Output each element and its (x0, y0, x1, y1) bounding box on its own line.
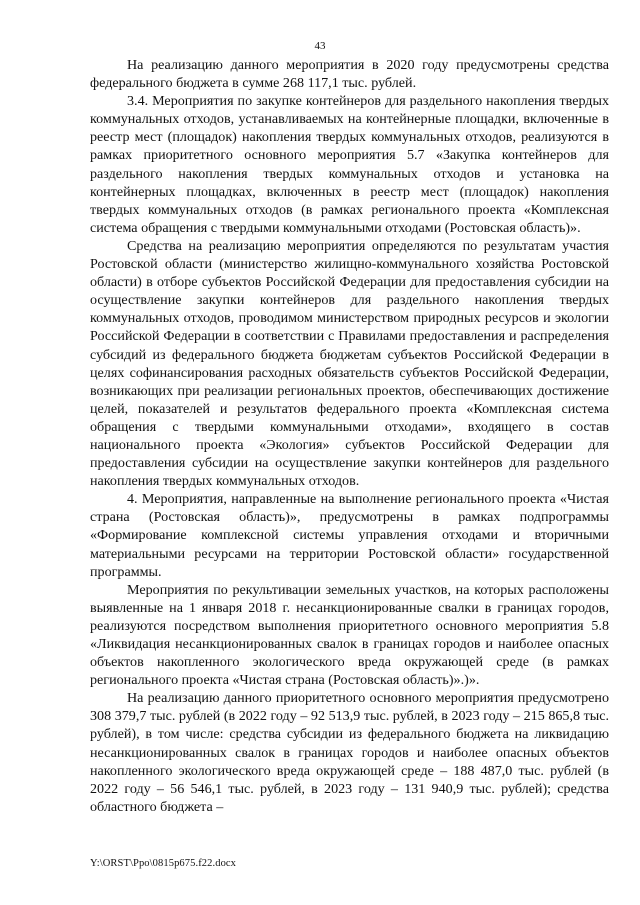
document-body (90, 56, 609, 816)
footer-file-path: Y:\ORST\Ppo\0815p675.f22.docx (90, 858, 237, 869)
page-number: 43 (314, 40, 326, 52)
paragraph-funding-selection: Средства на реализацию мероприятия определяются по результатам участия Ростовской области (министерство жилищно-коммунального хозяйства Ростовской области) в отборе субъектов Российской Федерации для предоставления субсидии на осуществление закупки контейнеров для раздельного накопления твердых коммунальных отходов, проводимом министерством природных ресурсов и экологии Российской Федерации в соответствии с Правилами предоставления и распределения субсидий из федерального бюджета бюджетам субъектов Российской Федерации в целях софинансирования расходных обязательств субъектов Российской Федерации, возникающих при реализации региональных проектов, обеспечивающих достижение целей, показателей и результатов федерального проекта «Комплексная система обращения с твердыми коммунальными отходами», входящего в состав национального проекта «Экология» субъектов Российской Федерации для предоставления субсидии на осуществление закупки контейнеров для раздельного накопления твердых коммунальных отходов. (90, 237, 609, 490)
paragraph-3-4-containers: 3.4. Мероприятия по закупке контейнеров для раздельного накопления твердых коммунальных отходов, устанавливаемых на контейнерные площадки, включенные в реестр мест (площадок) накопления твердых коммунальных отходов, реализуются в рамках приоритетного основного мероприятия 5.7 «Закупка контейнеров для раздельного накопления твердых коммунальных отходов и установка на контейнерных площадках, включенных в реестр мест (площадок) накопления твердых коммунальных отходов (в рамках регионального проекта «Комплексная система обращения с твердыми коммунальными отходами (Ростовская область)». (90, 93, 609, 236)
paragraph-land-recultivation: Мероприятия по рекультивации земельных участков, на которых расположены выявленные на 1 января 2018 г. несанкционированные свалки в границах городов, реализуются посредством выполнения приоритетного основного мероприятия 5.8 «Ликвидация несанкционированных свалок в границах городов и наиболее опасных объектов накопленного экологического вреда окружающей среде (в рамках регионального проекта «Чистая страна (Ростовская область)».)». (90, 581, 609, 689)
paragraph-funding-2020: На реализацию данного мероприятия в 2020 году предусмотрены средства федерального бюджета в сумме 268 117,1 тыс. рублей. (90, 57, 609, 92)
paragraph-funding-allocation: На реализацию данного приоритетного основного мероприятия предусмотрено 308 379,7 тыс. рублей (в 2022 году – 92 513,9 тыс. рублей, в 2023 году – 215 865,8 тыс. рублей), в том числе: средства субсидии из федерального бюджета на ликвидацию несанкционированных свалок в границах городов и наиболее опасных объектов накопленного экологического вреда окружающей среде – 188 487,0 тыс. рублей (в 2022 году – 56 546,1 тыс. рублей, в 2023 году – 131 940,9 тыс. рублей); средства областного бюджета – (90, 690, 609, 815)
paragraph-4-clean-country: 4. Мероприятия, направленные на выполнение регионального проекта «Чистая страна (Ростовская область)», предусмотрены в рамках подпрограммы «Формирование комплексной системы управления отходами и вторичными материальными ресурсами на территории Ростовской области» государственной программы. (90, 491, 609, 580)
